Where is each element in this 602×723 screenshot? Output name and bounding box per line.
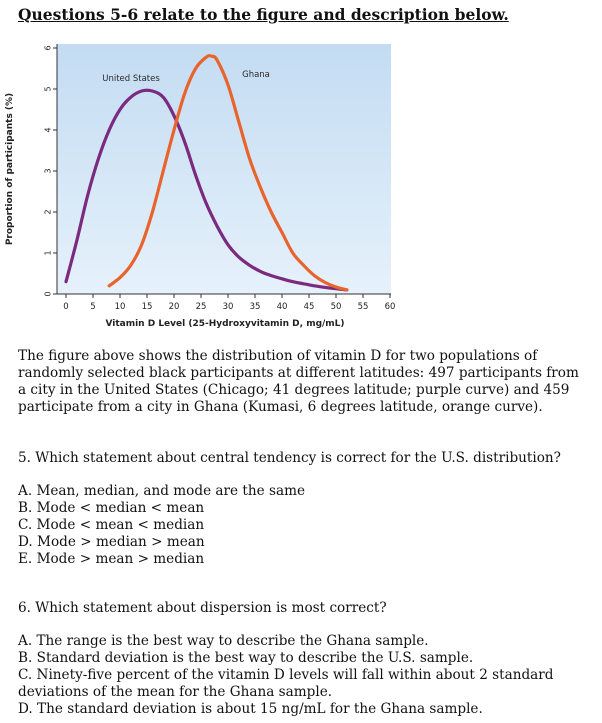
q6-option-c[interactable]: C. Ninety-five percent of the vitamin D levels will fall within about 2 standard deviations of the mean for the Ghana sample. <box>18 667 554 700</box>
y-tick-label: 3 <box>43 168 53 174</box>
x-tick-label: 35 <box>249 302 261 312</box>
y-axis-label: Proportion of participants (%) <box>5 92 15 246</box>
x-tick-label: 50 <box>330 302 342 312</box>
y-tick-label: 0 <box>43 291 53 297</box>
q5-option-b[interactable]: B. Mode < median < mean <box>18 500 205 516</box>
x-tick-label: 60 <box>384 302 396 312</box>
questions-heading: Questions 5-6 relate to the figure and description below. <box>18 5 509 24</box>
q5-option-d[interactable]: D. Mode > median > mean <box>18 534 205 550</box>
question-5-text: 5. Which statement about central tendency is correct for the U.S. distribution? <box>18 450 561 466</box>
q5-option-e[interactable]: E. Mode > mean > median <box>18 551 205 567</box>
x-tick-label: 5 <box>90 302 96 312</box>
q6-option-b[interactable]: B. Standard deviation is the best way to describe the U.S. sample. <box>18 650 474 666</box>
figure-description <box>18 348 588 416</box>
y-tick-label: 6 <box>43 45 53 51</box>
x-tick-label: 20 <box>168 302 180 312</box>
y-tick-label: 2 <box>43 209 53 215</box>
q6-option-a[interactable]: A. The range is the best way to describe the Ghana sample. <box>18 633 429 649</box>
question-5-options <box>18 483 588 568</box>
x-tick-label: 0 <box>63 302 69 312</box>
y-tick-label: 4 <box>43 127 53 133</box>
description-text: The figure above shows the distribution of vitamin D for two populations of randomly selected black participants at different latitudes: 497 participants from a city in the United States (Chicago; 41 degrees latitude; purple curve) and 459 participate from a city in Ghana (Kumasi, 6 degrees latitude, orange curve). <box>18 348 579 415</box>
x-tick-label: 15 <box>141 302 153 312</box>
x-tick-label: 10 <box>114 302 126 312</box>
x-axis-label: Vitamin D Level (25-Hydroxyvitamin D, mg/mL) <box>105 319 345 329</box>
y-tick-label: 5 <box>43 86 53 92</box>
vitamin-d-chart <box>0 38 602 338</box>
question-6 <box>18 600 588 718</box>
question-5 <box>18 450 588 568</box>
q5-option-a[interactable]: A. Mean, median, and mode are the same <box>18 483 306 499</box>
x-tick-label: 45 <box>303 302 315 312</box>
question-6-text: 6. Which statement about dispersion is most correct? <box>18 600 387 616</box>
legend-label-united-states: United States <box>102 74 160 84</box>
q5-option-c[interactable]: C. Mode < mean < median <box>18 517 205 533</box>
x-tick-label: 40 <box>276 302 288 312</box>
x-tick-label: 30 <box>222 302 234 312</box>
question-6-options <box>18 633 588 718</box>
x-tick-label: 55 <box>357 302 369 312</box>
q6-option-d[interactable]: D. The standard deviation is about 15 ng/mL for the Ghana sample. <box>18 701 483 717</box>
x-tick-label: 25 <box>195 302 207 312</box>
legend-label-ghana: Ghana <box>242 70 270 80</box>
y-tick-label: 1 <box>43 250 53 256</box>
